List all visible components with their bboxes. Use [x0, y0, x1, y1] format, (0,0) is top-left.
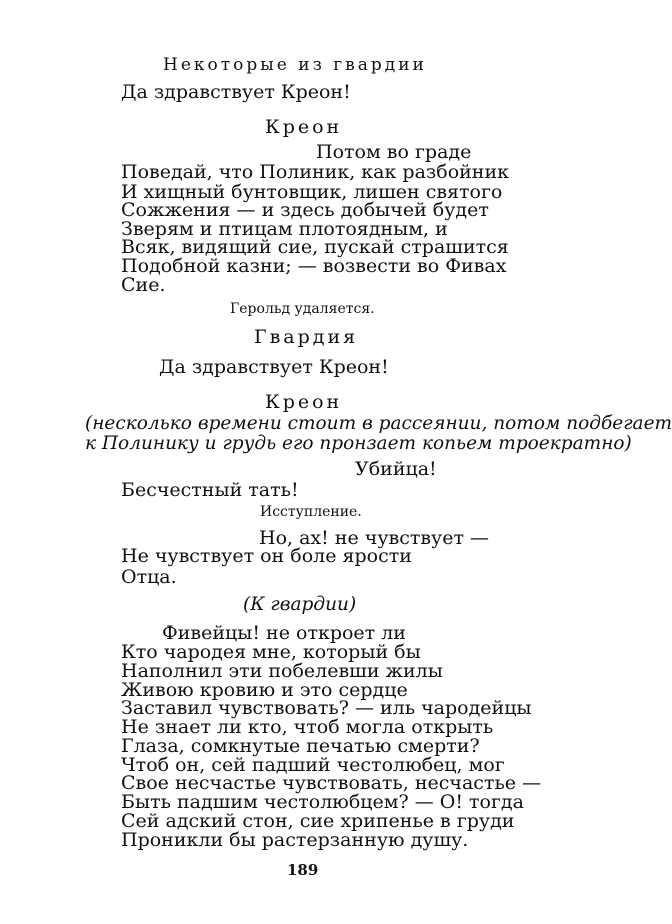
verse-line: Зверям и птицам плотоядным, и: [121, 218, 448, 240]
stage-direction-italic: (несколько времени стоит в рассеянии, потом подбегает: [85, 413, 672, 434]
verse-line: Бесчестный тать!: [121, 479, 299, 501]
stage-direction-italic: (К гвардии): [243, 594, 357, 615]
stage-direction-italic: к Полинику и грудь его пронзает копьем троекратно): [85, 433, 632, 454]
verse-line: Да здравствует Креон!: [159, 356, 389, 378]
speaker-some-guards: Некоторые из гвардии: [163, 55, 427, 75]
verse-line: Потом во граде: [316, 141, 472, 163]
stage-direction: Герольд удаляется.: [230, 301, 375, 317]
verse-line: Сей адский стон, сие хрипенье в груди: [121, 810, 515, 832]
verse-line: Не чувствует он боле ярости: [121, 545, 412, 567]
verse-line: Проникли бы растерзанную душу.: [121, 829, 469, 851]
verse-line: Быть падшим честолюбцем? — О! тогда: [121, 791, 524, 813]
verse-line: Да здравствует Креон!: [121, 81, 351, 103]
verse-line: Не знает ли кто, чтоб могла открыть: [121, 716, 494, 738]
verse-line: Чтоб он, сей падший честолюбец, мог: [121, 754, 505, 776]
verse-line: Отца.: [121, 566, 177, 588]
page-number: 189: [287, 861, 319, 879]
verse-line: Фивейцы! не откроет ли: [162, 622, 406, 644]
verse-line: Глаза, сомкнутые печатью смерти?: [121, 735, 480, 757]
verse-line: Но, ах! не чувствует —: [259, 527, 490, 549]
speaker-kreon: Креон: [265, 116, 343, 138]
verse-line: Подобной казни; — возвести во Фивах: [121, 255, 507, 277]
verse-line: Живою кровию и это сердце: [121, 679, 408, 701]
verse-line: Заставил чувствовать? — иль чародейцы: [121, 697, 532, 719]
verse-line: Кто чародея мне, который бы: [121, 641, 421, 663]
verse-line: Наполнил эти побелевши жилы: [121, 660, 443, 682]
verse-line: Поведай, что Полиник, как разбойник: [121, 161, 510, 183]
verse-line: Всяк, видящий сие, пускай страшится: [121, 236, 509, 258]
verse-line: Сие.: [121, 274, 166, 296]
stage-direction: Исступление.: [260, 504, 362, 520]
speaker-kreon: Креон: [265, 391, 343, 413]
verse-line: Сожжения — и здесь добычей будет: [121, 199, 489, 221]
verse-line: Убийца!: [355, 458, 437, 480]
verse-line: И хищный бунтовщик, лишен святого: [121, 181, 503, 203]
speaker-guard: Гвардия: [254, 326, 359, 348]
verse-line: Свое несчастье чувствовать, несчастье —: [121, 772, 542, 794]
